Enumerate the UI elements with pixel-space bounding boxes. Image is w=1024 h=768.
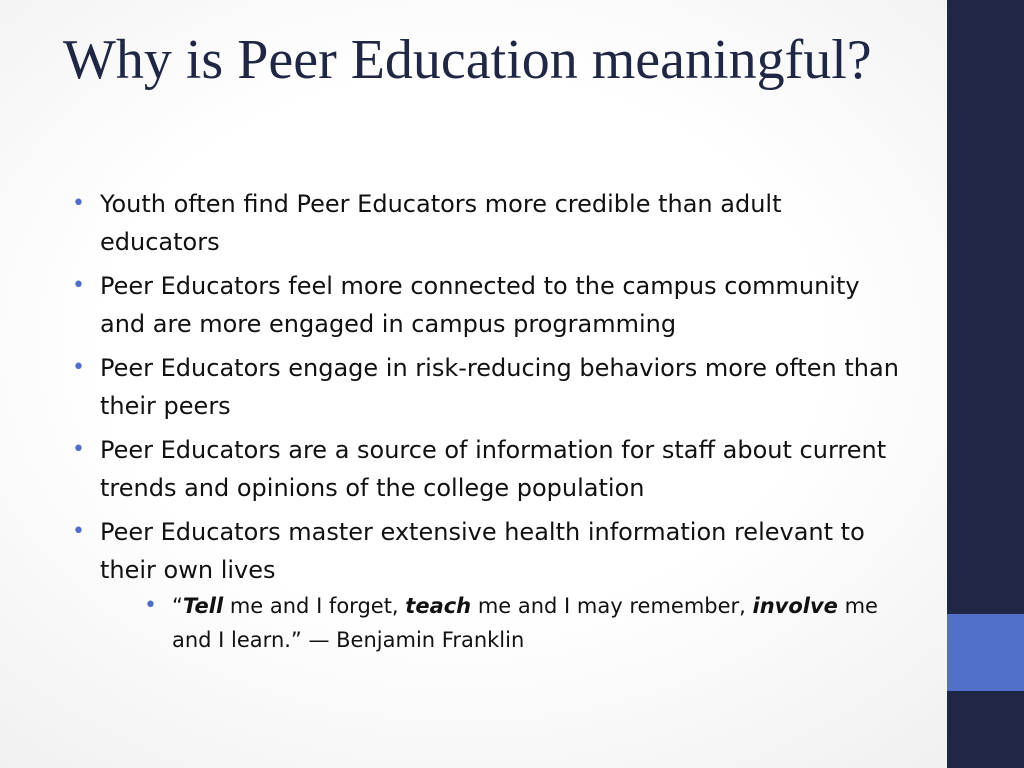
sidebar-accent-block	[947, 614, 1024, 691]
bullet-icon: •	[72, 437, 85, 462]
quote-word-teach: teach	[405, 594, 472, 618]
quote-open: “	[172, 594, 183, 618]
sub-bullet-icon: •	[144, 593, 157, 618]
bullet-icon: •	[72, 355, 85, 380]
bullet-text: Youth often find Peer Educators more credible than adult educators	[100, 190, 782, 256]
quote-text-2: me and I may remember,	[471, 594, 753, 618]
bullet-item	[72, 185, 902, 261]
quote-text-3: me and I learn.” — Benjamin Franklin	[172, 594, 878, 652]
bullet-text: Peer Educators master extensive health information relevant to their own lives	[100, 518, 865, 584]
bullet-icon: •	[72, 519, 85, 544]
quote-word-tell: Tell	[182, 594, 224, 618]
bullet-list	[72, 185, 902, 663]
bullet-icon: •	[72, 273, 85, 298]
bullet-icon: •	[72, 191, 85, 216]
bullet-text: Peer Educators are a source of information for staff about current trends and opinions of the college population	[100, 436, 887, 502]
bullet-item	[72, 431, 902, 507]
quote-subbullet	[144, 589, 902, 657]
quote-text-1: me and I forget,	[223, 594, 406, 618]
bullet-text: Peer Educators feel more connected to the campus community and are more engaged in campus programming	[100, 272, 860, 338]
bullet-text: Peer Educators engage in risk-reducing behaviors more often than their peers	[100, 354, 899, 420]
bullet-item	[72, 349, 902, 425]
slide-title: Why is Peer Education meaningful?	[63, 29, 872, 91]
quote-word-involve: involve	[752, 594, 838, 618]
bullet-item	[72, 513, 902, 657]
bullet-item	[72, 267, 902, 343]
